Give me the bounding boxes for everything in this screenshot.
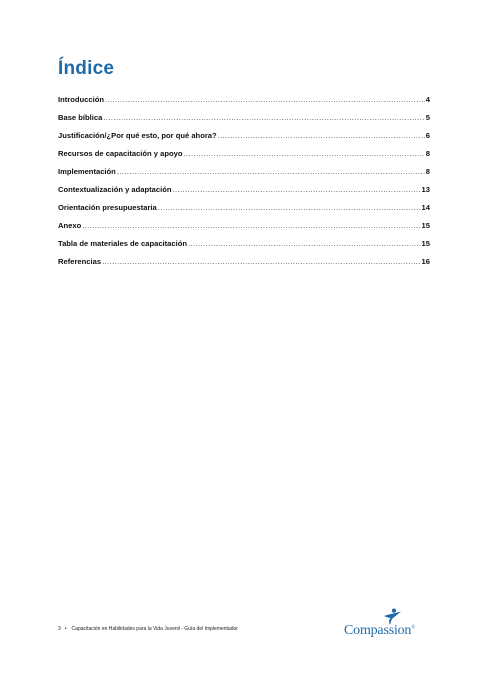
toc-entry[interactable] [58,217,430,235]
toc-dot-leader [117,163,425,181]
toc-entry[interactable] [58,235,430,253]
toc-entry[interactable] [58,109,430,127]
toc-entry-label: Tabla de materiales de capacitación [58,239,188,248]
toc-entry-label: Orientación presupuestaria [58,203,157,212]
toc-entry-page: 8 [425,149,430,158]
logo-wordmark: Compassion® [344,623,415,638]
toc-entry[interactable] [58,181,430,199]
toc-entry[interactable] [58,127,430,145]
toc-entry-label: Introducción [58,95,104,104]
page-title: Índice [58,58,115,79]
toc-entry-page: 13 [421,185,430,194]
toc-entry-page: 15 [421,221,430,230]
toc-dot-leader [218,127,425,145]
toc-dot-leader [105,91,425,109]
toc-entry-page: 16 [421,257,430,266]
toc-dot-leader [103,109,424,127]
toc-dot-leader [82,217,420,235]
toc-dot-leader [188,235,421,253]
toc-entry-page: 14 [421,203,430,212]
footer-separator: • [64,626,67,632]
page-footer [58,626,238,632]
toc-entry[interactable] [58,163,430,181]
toc-entry-label: Referencias [58,257,102,266]
toc-entry-page: 6 [425,131,430,140]
toc-entry-page: 8 [425,167,430,176]
toc-entry-label: Implementación [58,167,116,176]
toc-entry[interactable] [58,145,430,163]
toc-dot-leader [184,145,425,163]
toc-entry-label: Recursos de capacitación y apoyo [58,149,183,158]
toc-dot-leader [158,199,421,217]
toc-entry-page: 5 [425,113,430,122]
toc-entry-label: Anexo [58,221,82,230]
toc-entry-page: 15 [421,239,430,248]
footer-document-title: Capacitación en Habilidades para la Vida Juvenil - Guía del Implementador [71,626,238,632]
toc-entry[interactable] [58,253,430,271]
compassion-logo [344,608,434,644]
toc-entry-label: Base bíblica [58,113,103,122]
footer-page-number: 3 [58,626,61,632]
table-of-contents [58,91,430,271]
toc-entry[interactable] [58,91,430,109]
toc-dot-leader [102,253,420,271]
toc-entry[interactable] [58,199,430,217]
toc-dot-leader [173,181,421,199]
toc-entry-page: 4 [425,95,430,104]
toc-entry-label: Justificación/¿Por qué esto, por qué ahora? [58,131,217,140]
toc-entry-label: Contextualización y adaptación [58,185,172,194]
